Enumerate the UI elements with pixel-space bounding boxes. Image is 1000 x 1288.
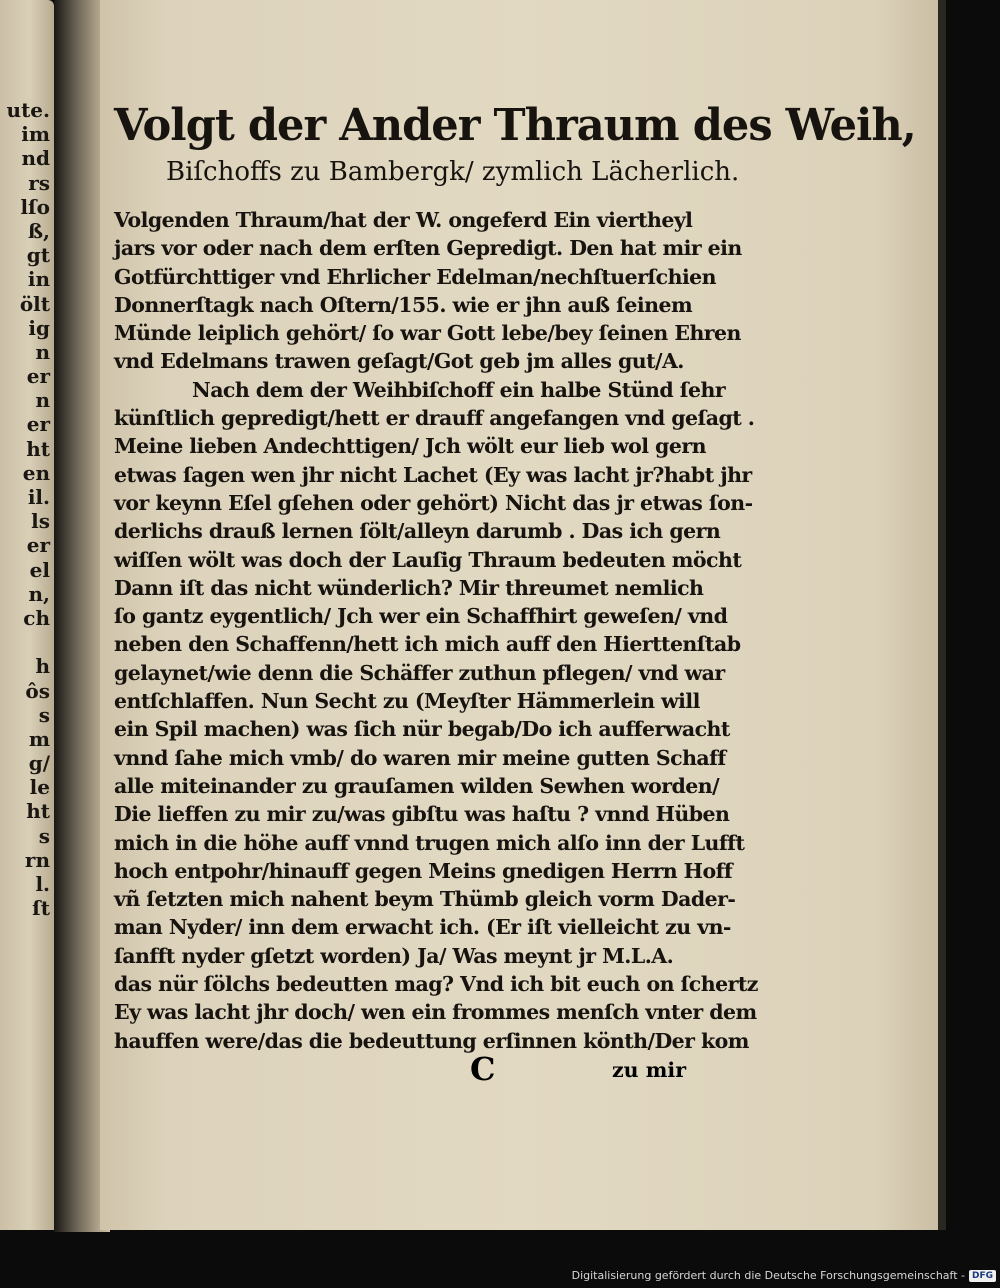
facing-page-fragment: rs (28, 170, 50, 195)
facing-page-fragment: lſo (20, 194, 50, 219)
facing-page-fragment: er (26, 364, 50, 389)
text-line: ein Spil machen) was ſich nür begab/Do ich aufferwacht (114, 717, 730, 742)
facing-page-fragment: h (35, 654, 50, 679)
facing-page-fragment: l. (35, 872, 50, 896)
dfg-logo: DFG (969, 1270, 996, 1282)
facing-page-fragment: s (38, 823, 50, 848)
facing-page-fragment: le (29, 775, 50, 800)
facing-page-fragment: gt (26, 243, 50, 268)
credit-text: Digitalisierung gefördert durch die Deutsche Forschungsgemeinschaft - (571, 1269, 965, 1282)
text-line: gelaynet/wie denn die Schäffer zuthun pflegen/ vnd war (114, 660, 725, 685)
signature-mark: C (470, 1050, 496, 1088)
text-line: derlichs drauß lernen ſölt/alleyn darumb . Das ich gern (114, 519, 721, 544)
facing-page-fragment (2, 630, 50, 654)
text-line: neben den Schaffenn/hett ich mich auff den Hierttenſtab (114, 632, 741, 657)
facing-page-fragment: n (35, 388, 50, 413)
facing-page-fragment: er (26, 412, 50, 437)
facing-page-fragment: ſt (32, 896, 50, 921)
facing-page-edge (0, 0, 54, 1230)
text-line: man Nyder/ inn dem erwacht ich. (Er iſt vielleicht zu vn- (114, 915, 731, 940)
text-line: vñ ſetzten mich nahent beym Thümb gleich vorm Dader- (114, 887, 736, 912)
heading-line-2: Biſchoffs zu Bambergk/ zymlich Lächerlich. (166, 157, 740, 187)
facing-page-fragment: il. (27, 485, 50, 509)
text-line: hoch entpohr/hinauff gegen Meins gnedigen Herrn Hoff (114, 858, 733, 883)
text-line: Nach dem der Weihbiſchoff ein halbe Stünd ſehr (192, 377, 726, 402)
facing-page-text-fragments (2, 98, 50, 920)
facing-page-fragment: ß, (27, 218, 50, 243)
facing-page-fragment: nd (21, 146, 50, 171)
text-line: Ey was lacht jhr doch/ wen ein frommes menſch vnter dem (114, 1000, 757, 1025)
facing-page-fragment: ls (31, 509, 50, 534)
facing-page-fragment: ute. (6, 98, 50, 122)
text-line: vnd Edelmans trawen geſagt/Got geb jm alles gut/A. (114, 349, 684, 374)
facing-page-fragment: en (22, 460, 50, 485)
facing-page-fragment: ht (26, 436, 50, 461)
text-line: ſo gantz eygentlich/ Jch wer ein Schaffhirt geweſen/ vnd (114, 604, 728, 629)
text-line: vor keynn Eſel gſehen oder gehört) Nicht das jr etwas ſon- (114, 490, 753, 515)
facing-page-fragment: ht (26, 799, 50, 824)
body-text (114, 206, 758, 1055)
text-line: jars vor oder nach dem erſten Gepredigt. Den hat mir ein (114, 236, 742, 261)
text-line: Die lieffen zu mir zu/was gibſtu was haſtu ? vnnd Hüben (114, 802, 730, 827)
text-line: vnnd ſahe mich vmb/ do waren mir meine gutten Schaff (114, 745, 726, 770)
facing-page-fragment: g/ (28, 751, 50, 776)
text-line: Meine lieben Andechttigen/ Jch wölt eur lieb wol gern (114, 434, 706, 459)
facing-page-fragment: el (29, 557, 50, 582)
facing-page-fragment: in (27, 267, 50, 292)
text-line: ſanfft nyder gſetzt worden) Ja/ Was meynt jr M.L.A. (114, 943, 674, 968)
facing-page-fragment: n, (28, 581, 50, 606)
text-line: Gotfürchttiger vnd Ehrlicher Edelman/nechſtuerſchien (114, 264, 717, 289)
text-line: Donnerſtagk nach Oſtern/155. wie er jhn auß ſeinem (114, 292, 693, 317)
page-text-block (114, 98, 916, 1055)
page-footer (114, 1050, 686, 1088)
text-line: hauffen were/das die bedeuttung erſinnen könth/Der kom (114, 1028, 749, 1053)
facing-page-fragment: n (35, 339, 50, 364)
facing-page-fragment: im (21, 122, 50, 147)
text-line: Volgenden Thraum/hat der W. ongeferd Ein viertheyl (114, 208, 693, 232)
text-line: Münde leiplich gehört/ ſo war Gott lebe/bey ſeinen Ehren (114, 321, 741, 346)
heading-line-1: Volgt der Ander Thraum des Weih, (114, 100, 916, 151)
facing-page-fragment: s (38, 702, 50, 727)
text-line: wiſſen wölt was doch der Lauſig Thraum bedeuten möcht (114, 547, 742, 572)
text-line: künſtlich gepredigt/hett er drauff angefangen vnd geſagt . (114, 406, 755, 431)
facing-page-fragment: m (28, 726, 50, 751)
page-edge-shadow (938, 0, 946, 1230)
text-line: Dann iſt das nicht wünderlich? Mir threumet nemlich (114, 575, 704, 600)
facing-page-fragment: ölt (19, 291, 50, 316)
facing-page-fragment: ch (23, 605, 50, 630)
text-line: alle miteinander zu grauſamen wilden Sewhen worden/ (114, 773, 720, 798)
digitization-credit (572, 1269, 996, 1282)
facing-page-fragment: er (26, 533, 50, 558)
catchword: zu mir (612, 1058, 686, 1082)
text-line: das nür ſölchs bedeutten mag? Vnd ich bit euch on ſchertz (114, 972, 758, 997)
facing-page-fragment: ôs (25, 678, 50, 703)
text-line: etwas ſagen wen jhr nicht Lachet (Ey was lacht jr?habt jhr (114, 462, 752, 487)
facing-page-fragment: ig (28, 315, 50, 340)
text-line: entſchlaffen. Nun Secht zu (Meyſter Hämmerlein will (114, 689, 700, 714)
text-line: mich in die höhe auff vnnd trugen mich alſo inn der Lufft (114, 830, 745, 855)
facing-page-fragment: rn (24, 847, 50, 872)
